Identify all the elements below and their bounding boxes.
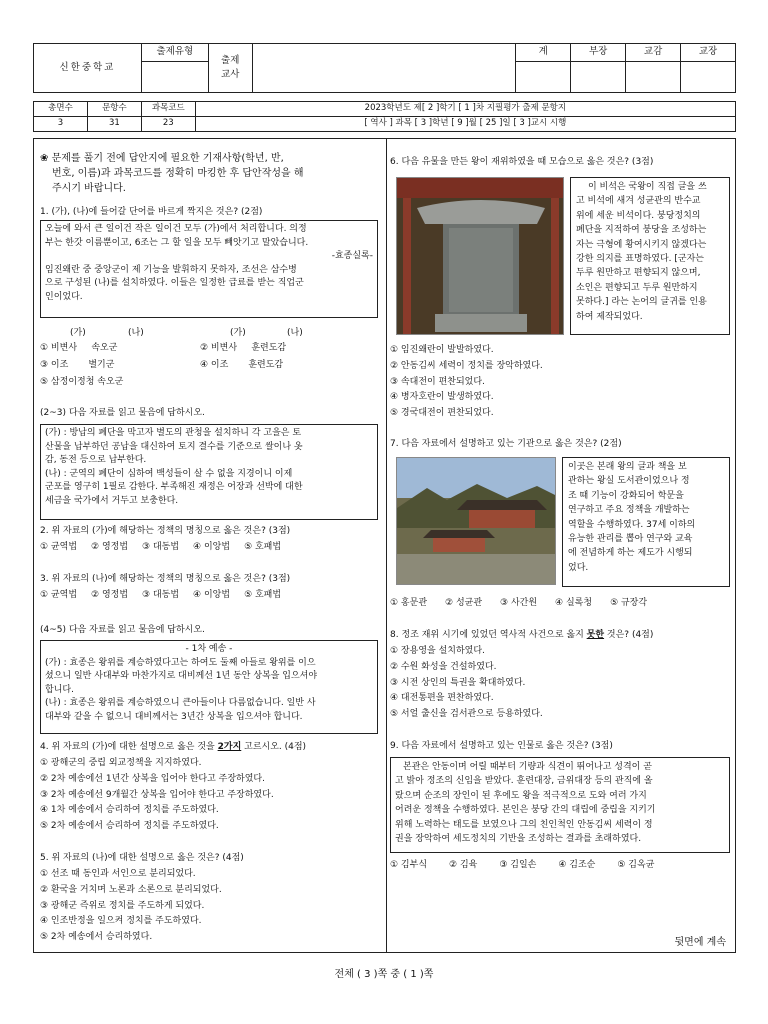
option-2[interactable]: ② 성균관 (445, 598, 483, 608)
exam-type-cell (141, 62, 208, 93)
info-value: 31 (87, 117, 141, 132)
page-footer: 전체 ( 3 )쪽 중 ( 1 )쪽 (334, 969, 434, 980)
column-header: (나) (128, 328, 144, 338)
option-5[interactable]: ⑤ 경국대전이 편찬되었다. (390, 408, 494, 418)
q4-stem: 4. 위 자료의 (가)에 대한 설명으로 옳은 것을 2가지 고르시오. (4점) (40, 742, 307, 752)
q9-source-box: 본관은 안동이며 어릴 때부터 기량과 식견이 뛰어나고 성격이 곧 고 밝아 정조의 신임을 받았다. 훈련대장, 금위대장 등의 관직에 올 랐으며 순조의 장인이 된 후에도 왕을 적극적으로 도와 여러 가지 어려운 정책을 수행하였다. 본인은 붕당 간의 대립에 중립을 지키기 위해 노력하는 태도를 보였으나 그의 친인척인 안동김씨 세력이 정 권을 장악하여 세도정치의 기반을 조성하는 결과를 초래하였다. (390, 757, 730, 853)
option-5[interactable]: ⑤ 2차 예송에서 승리하였다. (40, 932, 153, 942)
q6-options (390, 343, 730, 422)
option-3[interactable]: ③ 김일손 (499, 860, 537, 870)
q4-options (40, 756, 380, 835)
header-table (33, 43, 736, 93)
q5-options (40, 867, 380, 946)
option-1[interactable]: ① 임진왜란이 발발하였다. (390, 345, 494, 355)
option-1[interactable]: ① 김부식 (390, 860, 428, 870)
q1-source-box: 오늘에 와서 큰 일이건 작은 일이건 모두 (가)에서 처리합니다. 의정 부는 한갓 이름뿐이고, 6조는 그 할 일을 모두 빼앗기고 말았습니다. -효종실록- 임진왜란 중 중앙군이 제 기능을 발휘하지 못하자, 조선은 삼수병 으로 구성된 (나)를 설치하였다. 이들은 일정한 급료를 받는 직업군 인이었다. (40, 220, 378, 318)
approval-label: 교장 (681, 44, 736, 62)
option-4[interactable]: ④ 1차 예송에서 승리하여 정치를 주도하였다. (40, 805, 219, 816)
q3-stem: 3. 위 자료의 (나)에 해당하는 정책의 명칭으로 옳은 것은? (3점) (40, 574, 291, 584)
q2-3-source-box: (가) : 방납의 폐단을 막고자 별도의 관청을 설치하니 각 고을은 토 산물을 납부하던 공납을 대신하여 토지 결수를 기준으로 쌀이나 옷 감, 동전 등으로 납부한다. (나) : 군역의 폐단이 심하여 백성들이 살 수 없을 지경이니 이제 군포를 영구히 1필로 감한다. 부족해진 재정은 어장과 선박에 대한 세금을 국가에서 거두고 보충한다. (40, 424, 378, 520)
option-5[interactable]: ⑤ 호패법 (244, 590, 282, 600)
column-header: (가) (70, 328, 86, 338)
flower-icon: ❀ (40, 153, 49, 164)
option-1[interactable]: ① 선조 때 동인과 서인으로 분리되었다. (40, 869, 196, 879)
kyujanggak-photo (396, 457, 556, 585)
q9-stem: 9. 다음 자료에서 설명하고 있는 인물로 옳은 것은? (3점) (390, 741, 613, 751)
teacher-name-cell (252, 44, 516, 93)
info-value: 3 (34, 117, 88, 132)
exam-type-label: 출제유형 (141, 44, 208, 62)
q7-options (390, 597, 730, 609)
option-3[interactable]: ③ 대동법 (142, 542, 180, 552)
option-2[interactable]: ② 비변사 훈련도감 (200, 343, 287, 353)
q2-3-intro: (2~3) 다음 자료를 읽고 물음에 답하시오. (40, 408, 205, 418)
q4-5-source-box: - 1차 예송 - (가) : 효종은 왕위를 계승하였다고는 하여도 둘째 아들로 왕위를 이으 셨으니 일반 사대부와 마찬가지로 대비께선 1년 동안 상복을 입으셔야 합니다. (나) : 효종은 왕위를 계승하였으니 큰아들이나 다름없습니다. 일반 사 대부와 같을 수 없으니 대비께서는 3년간 상복을 입으셔야 합니다. (40, 640, 378, 734)
stele-photo (396, 177, 564, 335)
signature-cell (571, 62, 626, 93)
q6-stem: 6. 다음 유물을 만든 왕이 재위하였을 때 모습으로 옳은 것은? (3점) (390, 157, 654, 167)
option-2[interactable]: ② 환국을 거치며 노론과 소론으로 분리되었다. (40, 884, 222, 895)
info-label: 과목코드 (141, 102, 195, 117)
info-label: 문항수 (87, 102, 141, 117)
q2-stem: 2. 위 자료의 (가)에 해당하는 정책의 명칭으로 옳은 것은? (3점) (40, 526, 291, 536)
option-1[interactable]: ① 비변사 속오군 (40, 343, 118, 353)
notice: ❀ 문제를 풀기 전에 답안지에 필요한 기재사항(학년, 반, 번호, 이름)과 과목코드를 정확히 마킹한 후 답안작성을 해 주시기 바랍니다. (40, 153, 304, 194)
stele-illustration (397, 178, 564, 335)
option-4[interactable]: ④ 인조반정을 일으켜 정치를 주도하였다. (40, 916, 202, 927)
option-5[interactable]: ⑤ 삼정이정청 속오군 (40, 377, 124, 387)
q3-options (40, 589, 380, 601)
option-4[interactable]: ④ 병자호란이 발생하였다. (390, 392, 494, 403)
school-name: 신한중학교 (34, 44, 142, 93)
option-4[interactable]: ④ 이앙법 (193, 590, 231, 600)
option-2[interactable]: ② 안동김씨 세력이 정치를 장악하였다. (390, 360, 543, 371)
exam-subtitle: [ 역사 ] 과목 [ 3 ]학년 [ 9 ]월 [ 25 ]일 [ 3 ]교시 시행 (195, 117, 735, 132)
option-2[interactable]: ② 영정법 (91, 542, 129, 552)
option-1[interactable]: ① 균역법 (40, 542, 78, 552)
exam-title: 2023학년도 제[ 2 ]학기 [ 1 ]차 지필평가 출제 문항지 (195, 102, 735, 117)
approval-label: 계 (516, 44, 571, 62)
q9-options (390, 859, 730, 871)
continue-note: 뒷면에 계속 (674, 937, 726, 948)
option-5[interactable]: ⑤ 2차 예송에서 승리하여 정치를 주도하였다. (40, 821, 219, 831)
teacher-label: 출제 교사 (208, 44, 252, 93)
option-5[interactable]: ⑤ 서얼 출신을 검서관으로 등용하였다. (390, 709, 543, 719)
info-value: 23 (141, 117, 195, 132)
q1-stem: 1. (가), (나)에 들어갈 단어를 바르게 짝지은 것은? (2점) (40, 207, 263, 217)
q7-stem: 7. 다음 자료에서 설명하고 있는 기관으로 옳은 것은? (2점) (390, 439, 622, 449)
option-1[interactable]: ① 균역법 (40, 590, 78, 600)
q5-stem: 5. 위 자료의 (나)에 대한 설명으로 옳은 것은? (4점) (40, 853, 244, 863)
option-1[interactable]: ① 광해군의 중립 외교정책을 지지하였다. (40, 758, 202, 768)
option-5[interactable]: ⑤ 규장각 (610, 598, 648, 608)
q6-description-box: 이 비석은 국왕이 직접 글을 쓰 고 비석에 새겨 성균관의 반수교 위에 세운 비석이다. 붕당정치의 폐단을 지적하여 붕당을 조성하는 자는 극형에 황여시키지 않겠다는 강한 의지를 표명하였다. [군자는 두루 원만하고 편향되지 않으며, 소인은 편향되고 두루 원만하지 못하다.] 라는 논어의 글귀를 인용 하여 제작되었다. (570, 177, 730, 335)
option-2[interactable]: ② 김육 (449, 860, 478, 870)
column-header: (가) (230, 328, 246, 338)
q4-5-intro: (4~5) 다음 자료를 읽고 물음에 답하시오. (40, 625, 205, 635)
option-4[interactable]: ④ 실록청 (555, 598, 593, 608)
option-4[interactable]: ④ 이조 훈련도감 (200, 360, 284, 370)
option-2[interactable]: ② 2차 예송에선 1년간 상복을 입어야 한다고 주장하였다. (40, 773, 265, 784)
column-divider (386, 139, 387, 952)
q8-stem: 8. 정조 재위 시기에 있었던 역사적 사건으로 옳지 못한 것은? (4점) (390, 630, 654, 640)
signature-cell (626, 62, 681, 93)
option-5[interactable]: ⑤ 김옥균 (617, 860, 655, 870)
info-label: 총면수 (34, 102, 88, 117)
option-4[interactable]: ④ 대전통편을 편찬하였다. (390, 693, 494, 704)
q2-options (40, 541, 380, 553)
q8-options (390, 644, 730, 723)
option-1[interactable]: ① 장용영을 설치하였다. (390, 646, 485, 656)
column-header: (나) (287, 328, 303, 338)
option-5[interactable]: ⑤ 호패법 (244, 542, 282, 552)
exam-info-table (33, 101, 736, 132)
option-1[interactable]: ① 홍문관 (390, 598, 428, 608)
option-4[interactable]: ④ 김조순 (558, 860, 596, 870)
question-area (33, 138, 736, 953)
option-3[interactable]: ③ 속대전이 편찬되었다. (390, 376, 485, 387)
q7-description-box: 이곳은 본래 왕의 글과 책을 보 관하는 왕실 도서관이었으나 정 조 때 기능이 강화되어 학문을 연구하고 주요 정책을 개발하는 역할을 수행하였다. 37세 이하의 유능한 관리를 뽑아 연구와 교육 에 전념하게 하는 제도가 시행되 었다. (562, 457, 730, 587)
option-3[interactable]: ③ 대동법 (142, 590, 180, 600)
approval-label: 교감 (626, 44, 681, 62)
signature-cell (516, 62, 571, 93)
option-2[interactable]: ② 영정법 (91, 590, 129, 600)
option-4[interactable]: ④ 이앙법 (193, 542, 231, 552)
option-3[interactable]: ③ 이조 별기군 (40, 360, 115, 370)
option-3[interactable]: ③ 2차 예송에선 9개월간 상복을 입어야 한다고 주장하였다. (40, 789, 274, 800)
approval-label: 부장 (571, 44, 626, 62)
pavilion-illustration (397, 458, 556, 585)
signature-cell (681, 62, 736, 93)
option-3[interactable]: ③ 사간원 (500, 598, 538, 608)
option-2[interactable]: ② 수원 화성을 건설하였다. (390, 661, 497, 672)
option-3[interactable]: ③ 광해군 즉위로 정치를 주도하게 되었다. (40, 900, 205, 911)
option-3[interactable]: ③ 시전 상인의 특권을 확대하였다. (390, 677, 526, 688)
